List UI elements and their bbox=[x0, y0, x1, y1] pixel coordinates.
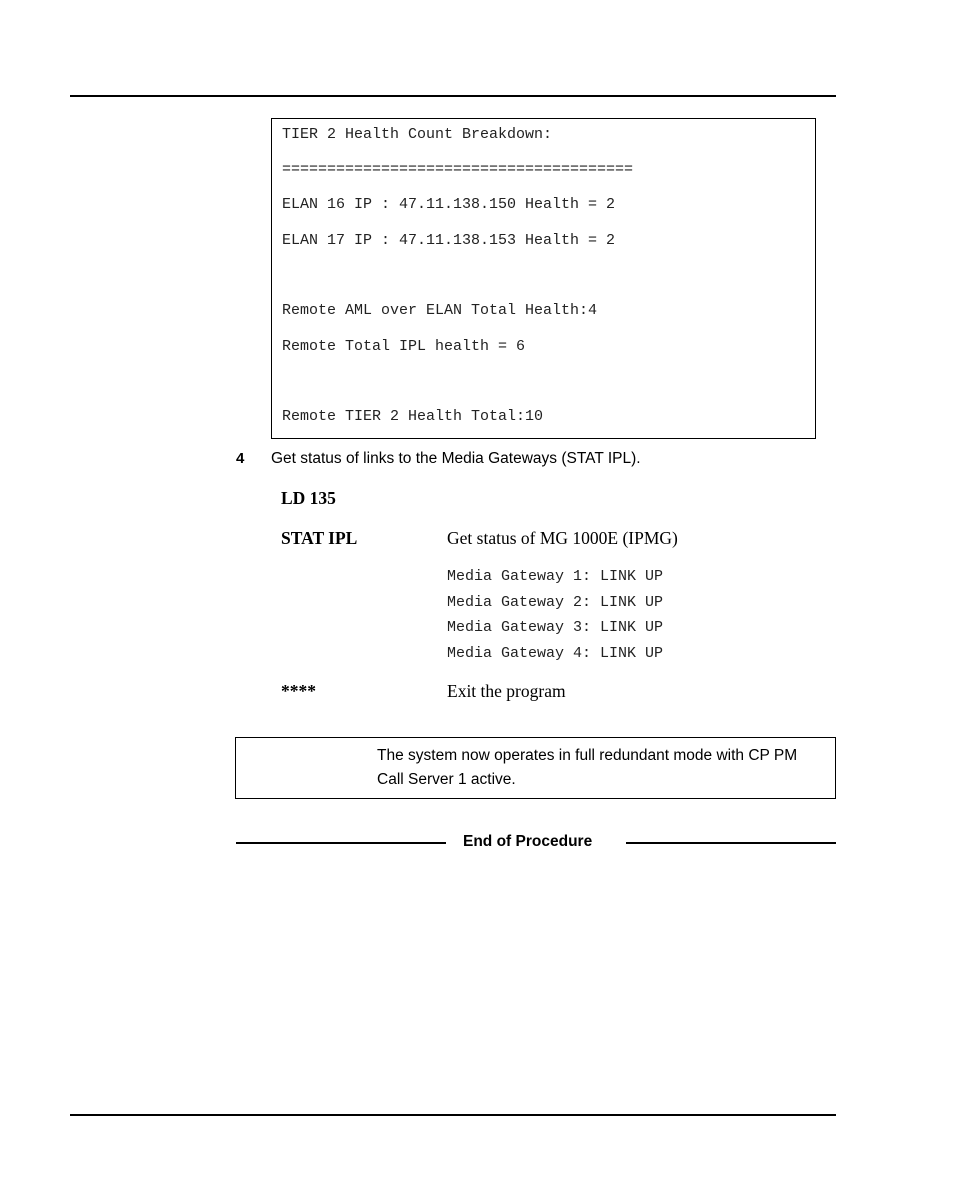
code-block bbox=[271, 118, 816, 439]
end-rule-right bbox=[626, 842, 836, 844]
note-text: The system now operates in full redundant mode with CP PM Call Server 1 active. bbox=[377, 747, 798, 788]
exit-command: **** bbox=[281, 681, 316, 701]
step-text: Get status of links to the Media Gateways (STAT IPL). bbox=[271, 450, 641, 467]
code-line: TIER 2 Health Count Breakdown: bbox=[282, 126, 553, 143]
header-rule bbox=[70, 95, 836, 97]
code-line: ELAN 16 IP : 47.11.138.150 Health = 2 bbox=[282, 196, 616, 213]
gateway-status-line: Media Gateway 3: LINK UP bbox=[447, 619, 664, 636]
end-of-procedure-label: End of Procedure bbox=[463, 833, 593, 850]
code-line: Remote Total IPL health = 6 bbox=[282, 338, 526, 355]
ld-command: LD 135 bbox=[281, 488, 336, 508]
code-line: ======================================= bbox=[282, 161, 634, 178]
footer-rule bbox=[70, 1114, 836, 1116]
step-number: 4 bbox=[236, 450, 245, 467]
note-box bbox=[235, 737, 836, 799]
gateway-status-line: Media Gateway 4: LINK UP bbox=[447, 645, 664, 662]
gateway-status-line: Media Gateway 2: LINK UP bbox=[447, 594, 664, 611]
code-line: Remote AML over ELAN Total Health:4 bbox=[282, 302, 598, 319]
stat-ipl-command: STAT IPL bbox=[281, 528, 358, 548]
exit-description: Exit the program bbox=[447, 681, 566, 701]
gateway-status-line: Media Gateway 1: LINK UP bbox=[447, 568, 664, 585]
end-rule-left bbox=[236, 842, 446, 844]
code-line: Remote TIER 2 Health Total:10 bbox=[282, 408, 544, 425]
code-line: ELAN 17 IP : 47.11.138.153 Health = 2 bbox=[282, 232, 616, 249]
stat-ipl-description: Get status of MG 1000E (IPMG) bbox=[447, 528, 678, 548]
